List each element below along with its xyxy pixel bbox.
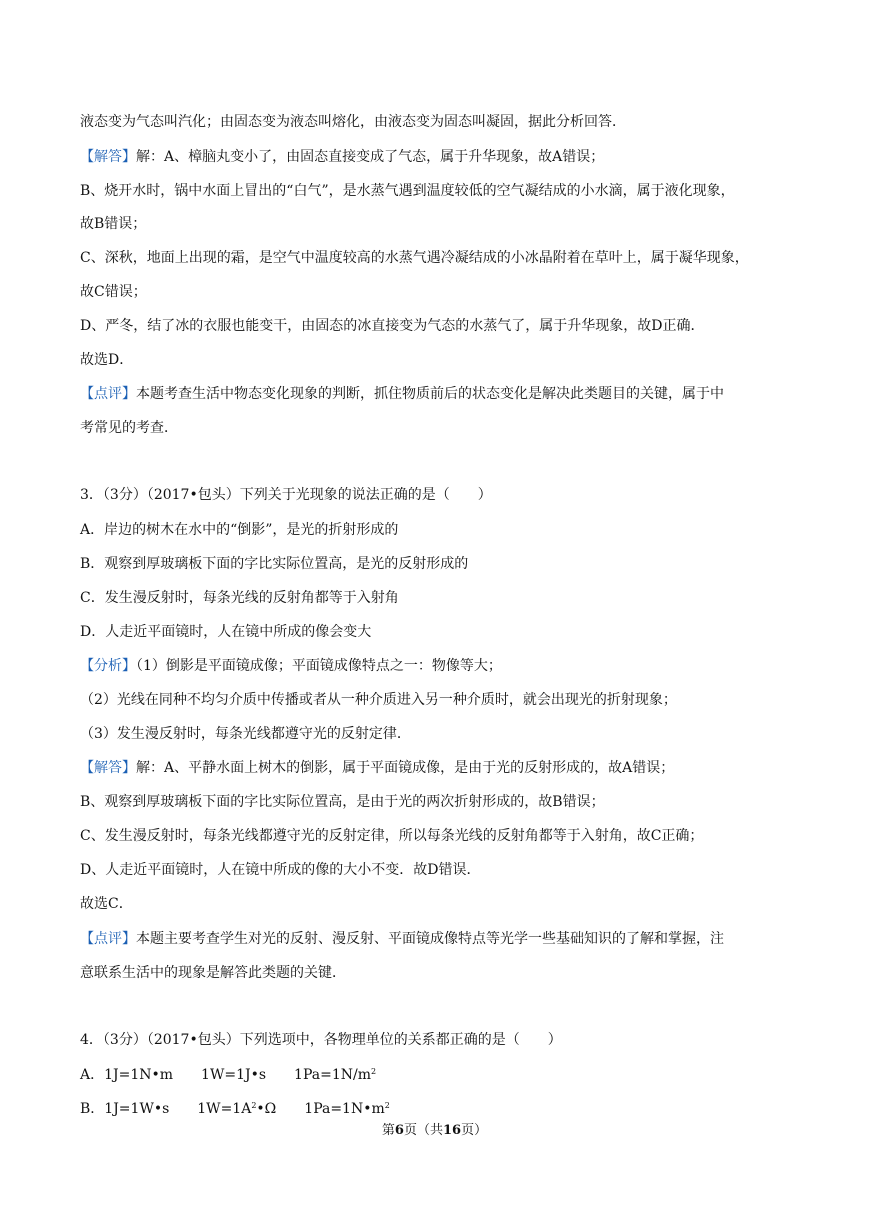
option-a <box>80 1065 376 1085</box>
question-stem: 3．（3分）（2017•包头）下列关于光现象的说法正确的是（ ） <box>80 487 492 503</box>
footer-mid: 页（共 <box>403 1123 443 1138</box>
choice-line: 故选C． <box>80 896 133 912</box>
analysis-paragraph <box>80 656 502 676</box>
answer-paragraph <box>80 147 604 167</box>
answer-line: B、观察到厚玻璃板下面的字比实际位置高，是由于光的两次折射形成的，故B错误； <box>80 794 605 810</box>
option-b: B．观察到厚玻璃板下面的字比实际位置高，是光的反射形成的 <box>80 556 469 572</box>
comment-paragraph <box>80 929 724 949</box>
answer-line: C、发生漫反射时，每条光线都遵守光的反射定律，所以每条光线的反射角都等于入射角，故C正确； <box>80 828 704 844</box>
superscript: 2 <box>370 1067 377 1076</box>
answer-line: 故C错误； <box>80 284 147 300</box>
superscript: 2 <box>251 1101 257 1110</box>
option-c: C．发生漫反射时，每条光线的反射角都等于入射角 <box>80 590 399 606</box>
answer-line: 故B错误； <box>80 216 147 232</box>
question-stem: 4．（3分）（2017•包头）下列选项中，各物理单位的关系都正确的是（ ） <box>80 1032 562 1048</box>
superscript: 2 <box>384 1101 390 1110</box>
answer-line: D、人走近平面镜时，人在镜中所成的像的大小不变．故D错误． <box>80 862 481 878</box>
comment-tag: 【点评】 <box>80 931 136 947</box>
option-a-text: A．1J=1N•m 1W=1J•s 1Pa=1N/m <box>80 1067 371 1083</box>
answer-line: 解：A、樟脑丸变小了，由固态直接变成了气态，属于升华现象，故A错误； <box>136 149 605 165</box>
analysis-tag: 【分析】 <box>80 658 136 674</box>
choice-line: 故选D． <box>80 352 134 368</box>
answer-tag: 【解答】 <box>80 149 136 165</box>
analysis-line: （3）发生漫反射时，每条光线都遵守光的反射定律． <box>80 726 411 742</box>
answer-tag: 【解答】 <box>80 760 136 776</box>
option-b <box>80 1099 390 1119</box>
answer-line: 解：A、平静水面上树木的倒影，属于平面镜成像，是由于光的反射形成的，故A错误； <box>136 760 675 776</box>
comment-line: 考常见的考查． <box>80 420 178 436</box>
option-d: D．人走近平面镜时，人在镜中所成的像会变大 <box>80 624 372 640</box>
analysis-line: （2）光线在同种不均匀介质中传播或者从一种介质进入另一种介质时，就会出现光的折射现象； <box>80 692 677 708</box>
option-b-text-mid: •Ω 1Pa=1N•m <box>256 1101 385 1117</box>
comment-paragraph <box>80 384 724 404</box>
analysis-line: （1）倒影是平面镜成像；平面镜成像特点之一：物像等大； <box>136 658 502 674</box>
analysis-text: 液态变为气态叫汽化；由固态变为液态叫熔化，由液态变为固态叫凝固，据此分析回答． <box>80 114 626 130</box>
option-a: A．岸边的树木在水中的“倒影”，是光的折射形成的 <box>80 522 399 538</box>
page-total: 16 <box>442 1123 462 1138</box>
footer-post: 页） <box>461 1123 488 1138</box>
answer-line: C、深秋，地面上出现的霜，是空气中温度较高的水蒸气遇冷凝结成的小冰晶附着在草叶上，属于凝华现象， <box>80 250 749 266</box>
comment-line: 本题考查生活中物态变化现象的判断，抓住物质前后的状态变化是解决此类题目的关键，属于中 <box>136 386 724 402</box>
option-b-text: B．1J=1W•s 1W=1A <box>80 1101 252 1117</box>
answer-paragraph <box>80 758 674 778</box>
comment-line: 本题主要考查学生对光的反射、漫反射、平面镜成像特点等光学一些基础知识的了解和掌握，注 <box>136 931 724 947</box>
answer-line: B、烧开水时，锅中水面上冒出的“白气”，是水蒸气遇到温度较低的空气凝结成的小水滴，属于液化现象， <box>80 183 735 199</box>
comment-line: 意联系生活中的现象是解答此类题的关键． <box>80 965 346 981</box>
comment-tag: 【点评】 <box>80 386 136 402</box>
answer-line: D、严冬，结了冰的衣服也能变干，由固态的冰直接变为气态的水蒸气了，属于升华现象，故D正确． <box>80 318 705 334</box>
page-number: 6 <box>394 1123 404 1138</box>
footer-pre: 第 <box>381 1123 395 1138</box>
page-footer <box>0 1122 869 1140</box>
